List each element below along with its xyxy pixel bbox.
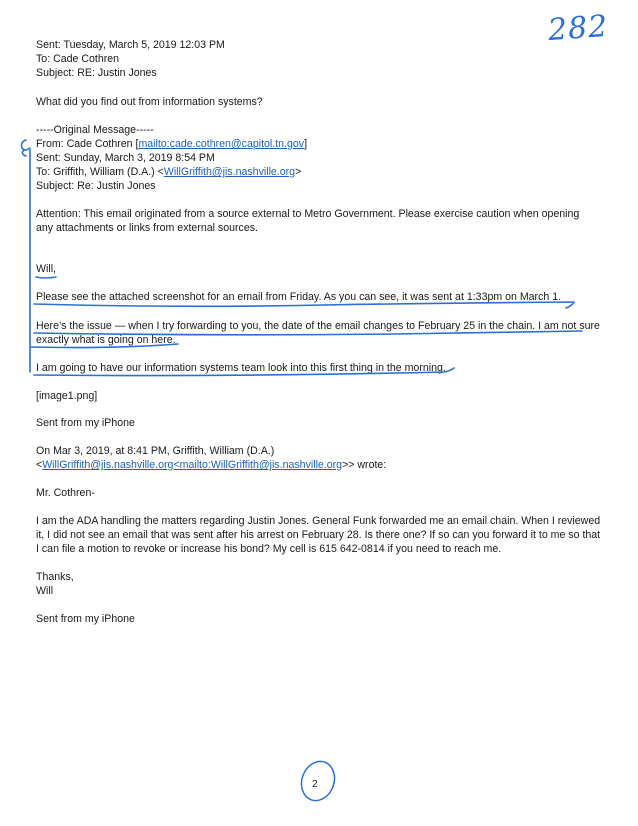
quote-header-line-2: <WillGriffith@jis.nashville.org<mailto:WillGriffith@jis.nashville.org>> wrote: — [36, 459, 387, 471]
header-subject: Subject: RE: Justin Jones — [36, 67, 157, 79]
closing-thanks: Thanks, — [36, 571, 74, 583]
from-email-link[interactable]: mailto:cade.cothren@capitol.tn.gov — [138, 138, 305, 150]
page-number: 2 — [312, 779, 318, 790]
closing-name: Will — [36, 585, 54, 597]
page-number-circle — [296, 757, 340, 806]
body-line-1: I am the ADA handling the matters regarding Justin Jones. General Funk forwarded me an email chain. When I reviewed — [36, 515, 601, 527]
greeting: Will, — [36, 263, 57, 275]
signature-1: Sent from my iPhone — [36, 417, 135, 429]
paragraph-2-line-2: exactly what is going on here. — [36, 334, 176, 346]
quote-header-line-1: On Mar 3, 2019, at 8:41 PM, Griffith, William (D.A.) — [36, 445, 275, 457]
body-line-3: I can file a motion to revoke or increase his bond? My cell is 615 642-0814 if you need to reach me. — [36, 543, 502, 555]
quote-email-link[interactable]: WillGriffith@jis.nashville.org — [42, 459, 174, 471]
margin-asterisk-mark — [22, 140, 31, 156]
original-sent: Sent: Sunday, March 3, 2019 8:54 PM — [36, 152, 215, 164]
reply-text: What did you find out from information systems? — [36, 96, 263, 108]
salutation: Mr. Cothren- — [36, 487, 95, 499]
quote-mailto-link[interactable]: <mailto:WillGriffith@jis.nashville.org — [173, 459, 343, 471]
attention-line-1: Attention: This email originated from a source external to Metro Government. Please exercise caution when opening — [36, 208, 580, 220]
header-to: To: Cade Cothren — [36, 53, 120, 65]
to-email-link[interactable]: WillGriffith@jis.nashville.org — [163, 166, 296, 178]
paragraph-3: I am going to have our information systems team look into this first thing in the morning. — [36, 362, 446, 374]
paragraph-2-line-1: Here’s the issue — when I try forwarding to you, the date of the email changes to February 25 in the chain. I am not sure — [36, 320, 600, 332]
original-subject: Subject: Re: Justin Jones — [36, 180, 156, 192]
handwritten-page-number: 282 — [546, 8, 610, 49]
original-separator: -----Original Message----- — [36, 124, 154, 136]
image-placeholder: [image1.png] — [36, 390, 98, 402]
greeting-underline — [36, 277, 56, 278]
original-from: From: Cade Cothren [mailto:cade.cothren@capitol.tn.gov] — [36, 138, 308, 150]
attention-line-2: any attachments or links from external sources. — [36, 222, 258, 234]
signature-2: Sent from my iPhone — [36, 613, 135, 625]
header-sent: Sent: Tuesday, March 5, 2019 12:03 PM — [36, 39, 225, 51]
original-to: To: Griffith, William (D.A.) <WillGriffith@jis.nashville.org> — [36, 166, 302, 178]
paragraph-1: Please see the attached screenshot for an email from Friday. As you can see, it was sent at 1:33pm on March 1. — [36, 291, 562, 303]
body-line-2: it, I did not see an email that was sent after his arrest on February 28. Is there one? If so can you forward it to me so that — [36, 529, 601, 541]
